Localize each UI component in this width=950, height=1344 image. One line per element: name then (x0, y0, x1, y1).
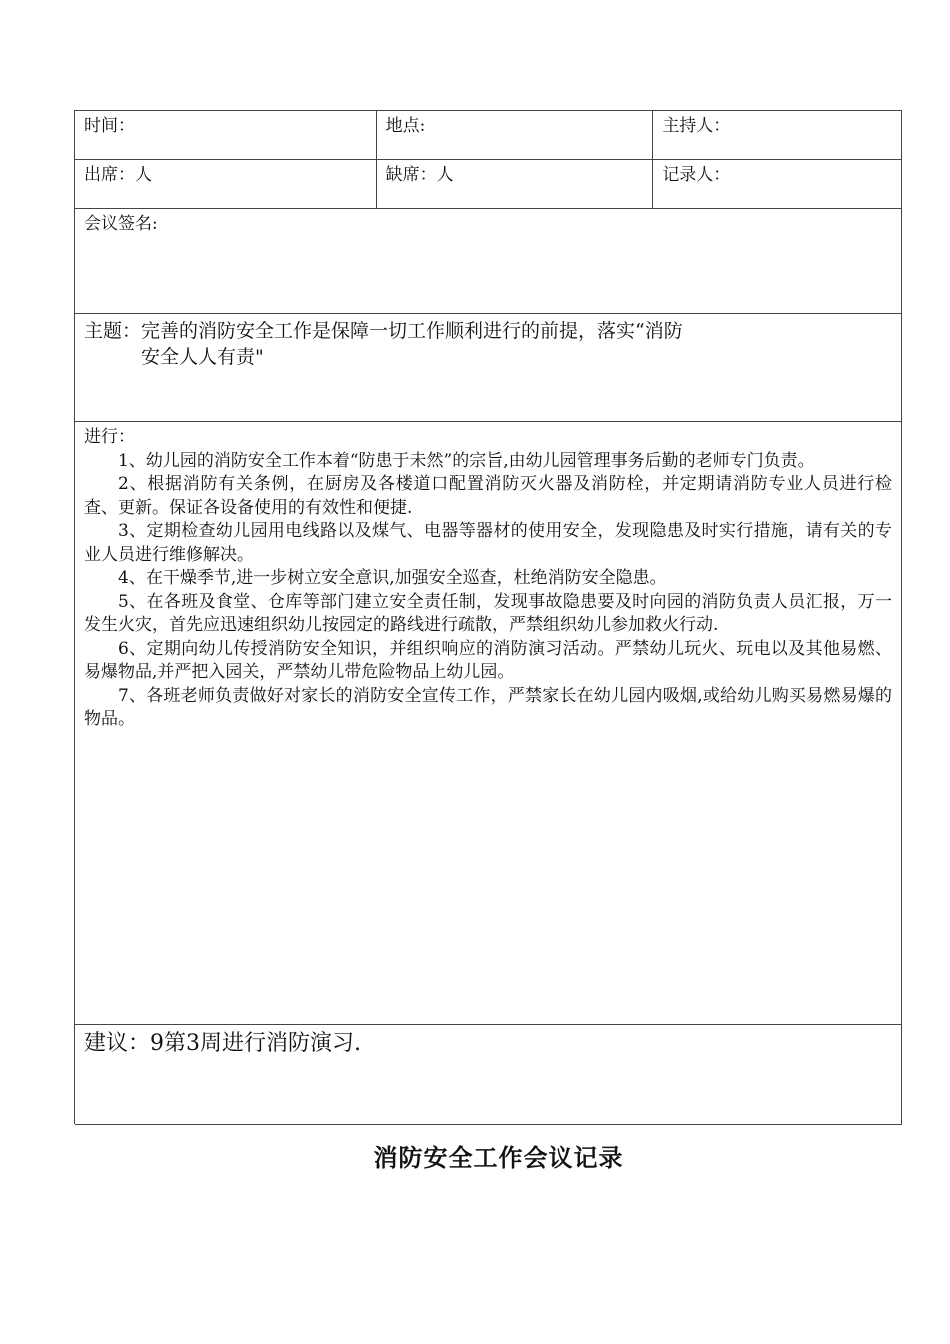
process-label: 进行： (84, 427, 135, 447)
form-row-time (75, 111, 902, 160)
document-title: 消防安全工作会议记录 (373, 1144, 624, 1172)
process-item-7: 7、各班老师负责做好对家长的消防安全宣传工作，严禁家长在幼儿园内吸烟,或给幼儿购买易燃易爆的物品。 (84, 685, 892, 729)
process-item-4: 4、在干燥季节,进一步树立安全意识,加强安全巡查，杜绝消防安全隐患。 (118, 568, 667, 588)
process-cell (75, 422, 902, 1025)
place-cell: 地点: (377, 111, 654, 160)
process-item-6: 6、定期向幼儿传授消防安全知识，并组织响应的消防演习活动。严禁幼儿玩火、玩电以及其他易燃、易爆物品,并严把入园关，严禁幼儿带危险物品上幼儿园。 (84, 638, 892, 682)
topic-line-2: 安全人人有责" (141, 346, 264, 368)
form-row-topic (75, 314, 902, 422)
form-row-attendance (75, 160, 902, 209)
absent-cell: 缺席：人 (377, 160, 654, 209)
process-item-5: 5、在各班及食堂、仓库等部门建立安全责任制，发现事故隐患要及时向园的消防负责人员汇报，万一发生火灾，首先应迅速组织幼儿按园定的路线进行疏散，严禁组织幼儿参加救火行动. (84, 591, 892, 635)
recorder-cell: 记录人： (653, 160, 902, 209)
meeting-record-form (74, 110, 902, 1124)
form-row-suggestion (75, 1025, 902, 1125)
process-item-1: 1、幼儿园的消防安全工作本着“防患于未然”的宗旨,由幼儿园管理事务后勤的老师专门负责。 (118, 450, 815, 471)
attend-cell: 出席：人 (75, 160, 377, 209)
form-row-signature (75, 209, 902, 314)
suggestion-cell: 建议：9第3周进行消防演习. (75, 1025, 902, 1125)
process-item-3: 3、定期检查幼儿园用电线路以及煤气、电器等器材的使用安全，发现隐患及时实行措施，请有关的专业人员进行维修解决。 (84, 521, 892, 565)
topic-cell (75, 314, 902, 422)
time-cell: 时间： (75, 111, 377, 160)
signature-cell: 会议签名: (75, 209, 902, 314)
topic-line-1: 主题：完善的消防安全工作是保障一切工作顺利进行的前提，落实“消防 (84, 320, 683, 342)
process-item-2: 2、根据消防有关条例，在厨房及各楼道口配置消防灭火器及消防栓，并定期请消防专业人员进行检查、更新。保证各设备使用的有效性和便捷. (84, 474, 892, 518)
host-cell: 主持人： (653, 111, 902, 160)
form-row-process (75, 422, 902, 1025)
